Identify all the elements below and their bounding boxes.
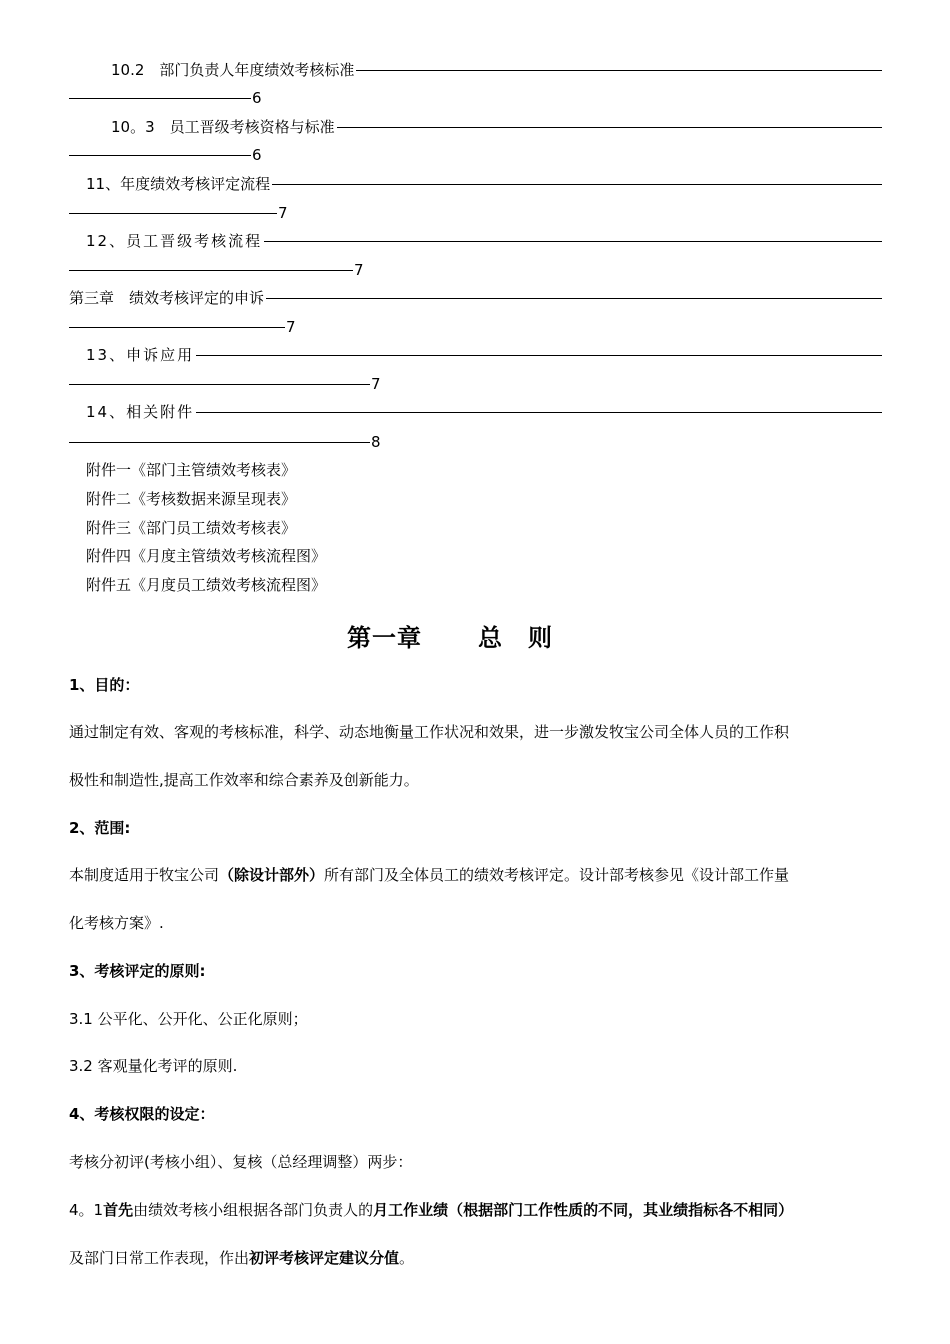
- toc-continuation: [69, 145, 262, 165]
- toc-page-number: 8: [371, 433, 381, 451]
- toc-entry: [86, 231, 882, 251]
- chapter-name: 总 则: [478, 624, 553, 652]
- toc-page-number: 6: [252, 89, 262, 107]
- paragraph-line: 极性和制造性,提高工作效率和综合素养及创新能力。: [69, 771, 419, 789]
- toc-leader: [69, 270, 353, 271]
- toc-leader: [272, 184, 882, 185]
- annex-item: 附件三《部门员工绩效考核表》: [86, 519, 297, 537]
- paragraph-line: [69, 865, 789, 885]
- toc-page-number: 7: [286, 318, 296, 336]
- section-heading-authority: 4、考核权限的设定：: [69, 1105, 215, 1123]
- toc-leader: [69, 98, 251, 99]
- toc-label: 11、年度绩效考核评定流程: [86, 175, 271, 193]
- toc-entry: [86, 174, 882, 194]
- toc-leader: [196, 412, 882, 413]
- paragraph-line: 通过制定有效、客观的考核标准，科学、动态地衡量工作状况和效果，进一步激发牧宝公司全体人员的工作积: [69, 723, 790, 741]
- toc-entry: [86, 402, 882, 422]
- principle-item: 3.1 公平化、公开化、公正化原则；: [69, 1010, 308, 1028]
- section-heading-principles: 3、考核评定的原则:: [69, 962, 206, 980]
- toc-label: 第三章 绩效考核评定的申诉: [69, 289, 265, 307]
- clause-text: 。: [399, 1249, 415, 1267]
- annex-item: 附件五《月度员工绩效考核流程图》: [86, 576, 327, 594]
- section-heading-purpose: 1、目的：: [69, 676, 140, 694]
- toc-leader: [69, 442, 370, 443]
- annex-item: 附件二《考核数据来源呈现表》: [86, 490, 297, 508]
- toc-leader: [196, 355, 882, 356]
- annex-item: 附件一《部门主管绩效考核表》: [86, 461, 297, 479]
- toc-leader: [337, 127, 882, 128]
- paragraph-line: 考核分初评(考核小组）、复核（总经理调整）两步：: [69, 1153, 413, 1171]
- toc-entry: [86, 345, 882, 365]
- paragraph-line: 化考核方案》.: [69, 914, 164, 932]
- toc-label: 14、相关附件: [86, 403, 195, 421]
- clause-text: 由绩效考核小组根据各部门负责人的: [133, 1201, 374, 1219]
- toc-leader: [264, 241, 882, 242]
- annex-item: 附件四《月度主管绩效考核流程图》: [86, 547, 327, 565]
- toc-leader: [69, 384, 370, 385]
- toc-leader: [69, 213, 277, 214]
- toc-page-number: 6: [252, 146, 262, 164]
- toc-label: 10.2 部门负责人年度绩效考核标准: [111, 61, 355, 79]
- principle-item: 3.2 客观量化考评的原则.: [69, 1057, 238, 1075]
- toc-page-number: 7: [278, 204, 288, 222]
- toc-continuation: [69, 432, 381, 452]
- toc-label: 10。3 员工晋级考核资格与标准: [111, 118, 335, 136]
- chapter-number: 第一章: [347, 624, 422, 652]
- toc-label: 12、员工晋级考核流程: [86, 232, 263, 250]
- scope-text: 所有部门及全体员工的绩效考核评定。设计部考核参见《设计部工作量: [324, 866, 790, 884]
- toc-leader: [356, 70, 882, 71]
- scope-text: 本制度适用于牧宝公司: [69, 866, 220, 884]
- emphasis: 初评考核评定建议分值: [249, 1249, 400, 1267]
- clause-number: 4。1: [69, 1201, 104, 1219]
- section-heading-scope: 2、范围:: [69, 819, 131, 837]
- paragraph-line: [69, 1248, 414, 1268]
- paragraph-line: [69, 1200, 793, 1220]
- clause-text: 及部门日常工作表现，作出: [69, 1249, 250, 1267]
- toc-entry: [69, 288, 882, 308]
- toc-page-number: 7: [371, 375, 381, 393]
- toc-label: 13、申诉应用: [86, 346, 195, 364]
- toc-leader: [69, 155, 251, 156]
- toc-page-number: 7: [354, 261, 364, 279]
- toc-continuation: [69, 317, 296, 337]
- chapter-title: [0, 618, 900, 653]
- emphasis: 首先: [103, 1201, 134, 1219]
- toc-continuation: [69, 203, 288, 223]
- toc-entry: [111, 117, 882, 137]
- toc-continuation: [69, 260, 364, 280]
- toc-leader: [266, 298, 882, 299]
- toc-leader: [69, 327, 285, 328]
- emphasis: 月工作业绩（根据部门工作性质的不同，其业绩指标各不相同）: [373, 1201, 794, 1219]
- toc-continuation: [69, 88, 262, 108]
- scope-exception: （除设计部外）: [219, 866, 325, 884]
- toc-entry: [111, 60, 882, 80]
- toc-continuation: [69, 374, 381, 394]
